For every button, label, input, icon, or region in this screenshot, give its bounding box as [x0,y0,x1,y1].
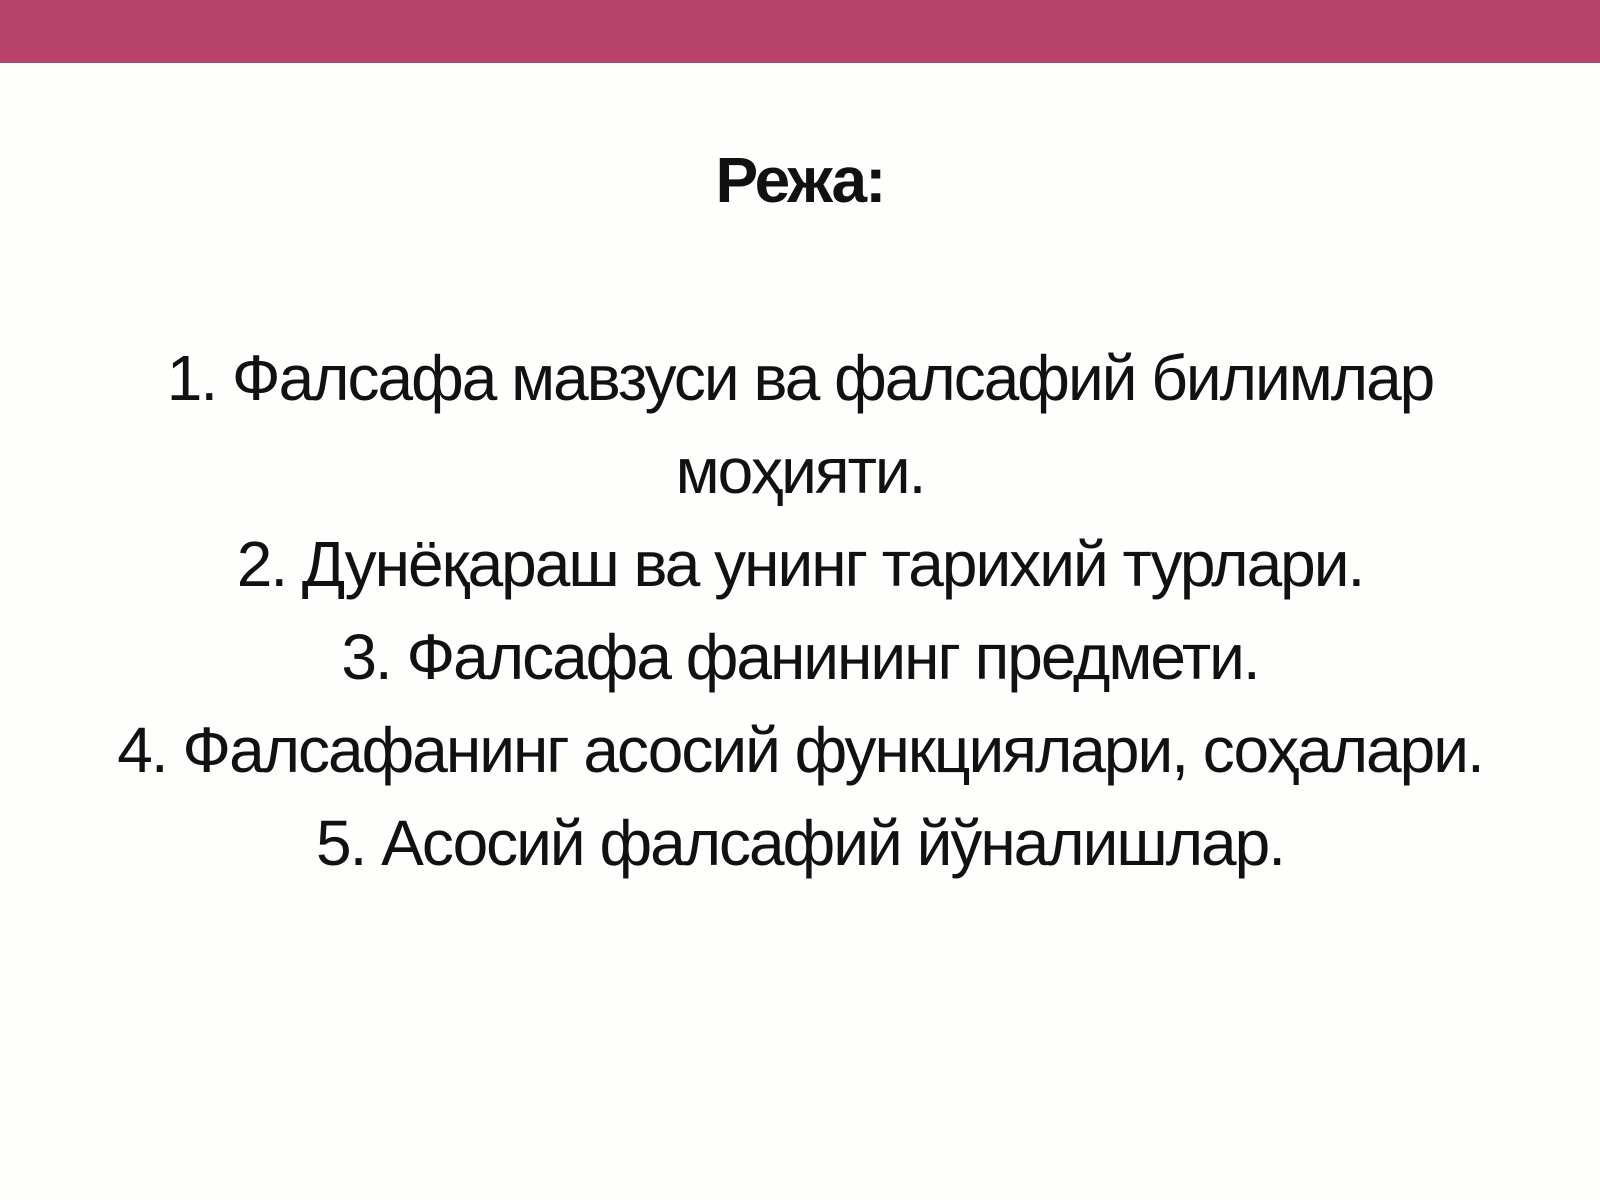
plan-item-4: 4. Фалсафанинг асосий функциялари, соҳалари. [117,714,1483,786]
top-accent-bar [0,0,1600,63]
plan-item-2: 2. Дунёқараш ва унинг тарихий турлари. [236,528,1364,600]
plan-list [60,332,1540,890]
plan-item-3: 3. Фалсафа фанининг предмети. [341,621,1259,693]
plan-item-5: 5. Асосий фалсафий йўналишлар. [316,807,1284,879]
plan-item-1: 1. Фалсафа мавзуси ва фалсафий билимлар моҳияти. [166,342,1434,507]
slide-title: Режа: [715,144,885,216]
